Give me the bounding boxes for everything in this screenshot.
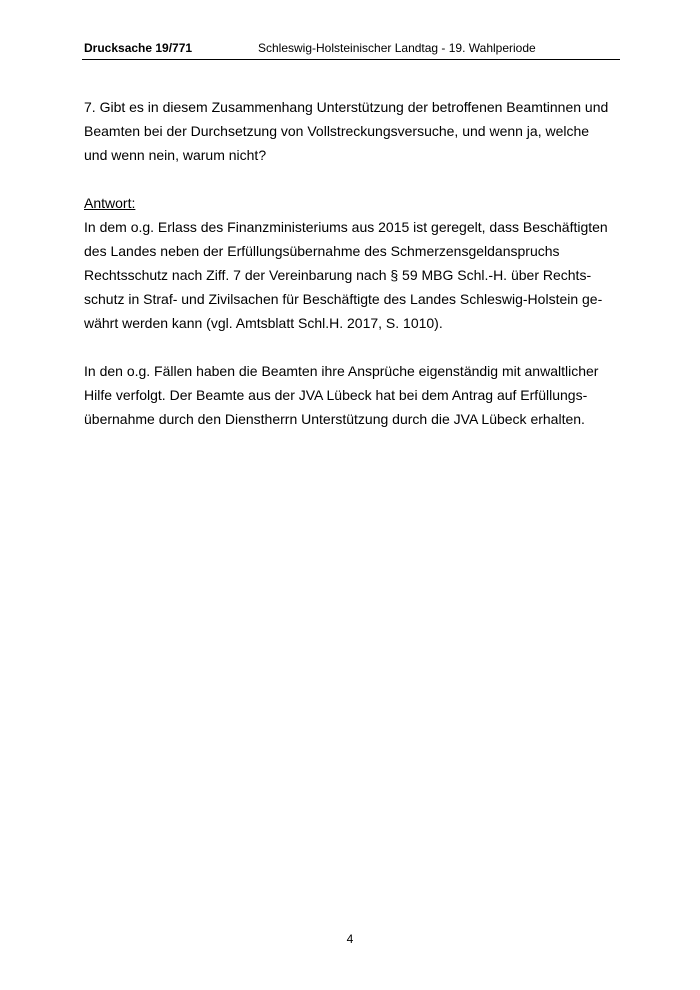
answer-line: des Landes neben der Erfüllungsübernahme des Schmerzensgeldanspruchs [84,243,560,259]
answer-line: währt werden kann (vgl. Amtsblatt Schl.H. 2017, S. 1010). [84,315,443,331]
paragraph-spacer [84,335,617,359]
answer-label: Antwort: [84,195,136,211]
answer-line: Rechtsschutz nach Ziff. 7 der Vereinbarung nach § 59 MBG Schl.-H. über Rechts- [84,267,592,283]
answer-line: Hilfe verfolgt. Der Beamte aus der JVA Lübeck hat bei dem Antrag auf Erfüllungs- [84,387,588,403]
answer-paragraph-2 [84,359,617,431]
question-line: und wenn nein, warum nicht? [84,147,267,163]
page-header [82,39,620,60]
document-body [84,95,617,431]
answer-section [84,191,617,335]
answer-line: In dem o.g. Erlass des Finanzministeriums aus 2015 ist geregelt, dass Beschäftigten [84,219,608,235]
answer-line: übernahme durch den Dienstherrn Unterstützung durch die JVA Lübeck erhalten. [84,411,585,427]
page-number: 4 [346,932,354,946]
document-number: Drucksache 19/771 [84,41,193,55]
answer-line: schutz in Straf- und Zivilsachen für Beschäftigte des Landes Schleswig-Holstein ge- [84,291,603,307]
answer-line: In den o.g. Fällen haben die Beamten ihre Ansprüche eigenständig mit anwaltlicher [84,363,599,379]
question-line: 7. Gibt es in diesem Zusammenhang Unterstützung der betroffenen Beamtinnen und [84,99,609,115]
parliament-title: Schleswig-Holsteinischer Landtag - 19. Wahlperiode [258,41,536,55]
question-line: Beamten bei der Durchsetzung von Vollstreckungsversuche, und wenn ja, welche [84,123,590,139]
question-7 [84,95,617,167]
